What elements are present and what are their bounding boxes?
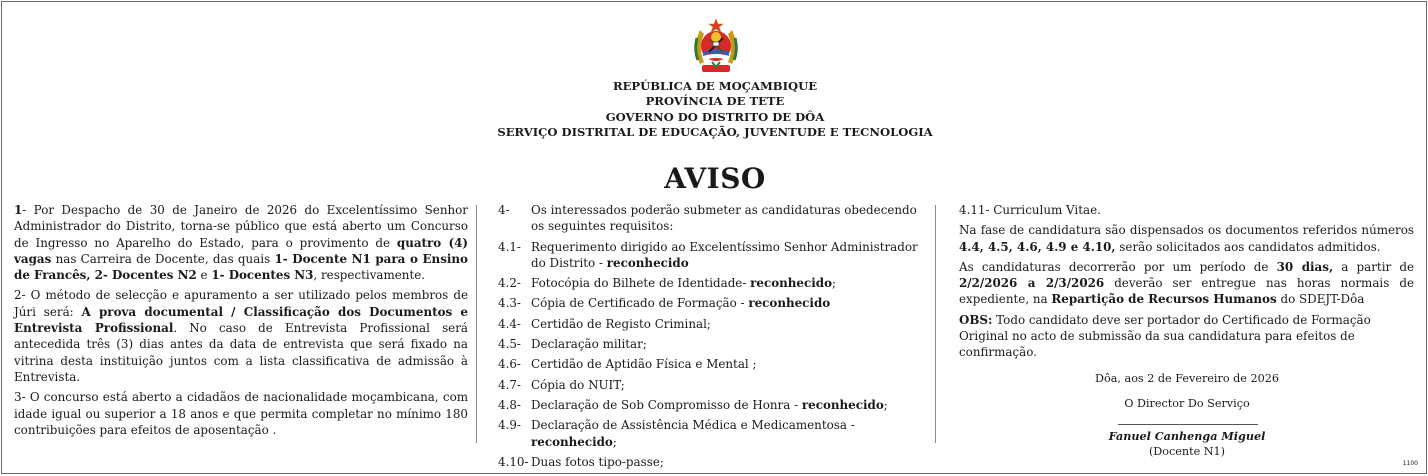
paragraph-3: 3- O concurso está aberto a cidadãos de nacionalidade moçambicana, com idade igual ou superior a 18 anos e que permita completar no mínimo 180 contribuições para efeitos de aposentação . xyxy=(14,390,468,437)
dispensed-documents-paragraph: Na fase de candidatura são dispensados os documentos referidos números 4.4, 4.5, 4.6, 4.9 e 4.10, serão solicitados aos candidatos admitidos. xyxy=(959,223,1414,254)
corner-code: 1100 xyxy=(1402,460,1418,467)
requirements-list xyxy=(498,239,918,471)
signature-line xyxy=(1118,424,1258,425)
notice-page xyxy=(1,1,1427,474)
signatory-name: Fanuel Canhenga Miguel xyxy=(1108,429,1266,443)
column-left xyxy=(14,202,468,442)
requirements-intro: 4- Os interessados poderão submeter as candidaturas obedecendo os seguintes requisitos: xyxy=(498,203,917,234)
paragraph-2: 2- O método de selecção e apuramento a ser utilizado pelos membros de Júri será: A prova documental / Classificação dos Documentos e Entrevista Profissional. No caso de Entrevista Profissional será antecedida três (3) dias antes da data de entrevista que será fixado na vitrina desta instituição juntos com a lista classificativa de admissão à Entrevista. xyxy=(14,288,468,384)
requirement-item: 4.5- Declaração militar; xyxy=(498,337,647,352)
header-republic: REPÚBLICA DE MOÇAMBIQUE xyxy=(612,79,818,93)
header-province: PROVÍNCIA DE TETE xyxy=(645,94,785,109)
place-date: Dôa, aos 2 de Fevereiro de 2026 xyxy=(1095,372,1279,385)
requirement-item: 4.2- Fotocópia do Bilhete de Identidade- reconhecido; xyxy=(498,276,837,291)
observation-paragraph: OBS: Todo candidato deve ser portador do Certificado de Formação Original no acto de submissão da sua candidatura para efeitos de confirmação. xyxy=(959,312,1371,360)
requirement-item: 4.1- Requerimento dirigido ao Excelentíssimo Senhor Administrador do Distrito - reconhecido xyxy=(498,239,918,270)
requirement-item: 4.8- Declaração de Sob Compromisso de Honra - reconhecido; xyxy=(498,397,888,412)
signatory-role: O Director Do Serviço xyxy=(1124,397,1250,410)
requirement-item: 4.6- Certidão de Aptidão Física e Mental ; xyxy=(498,357,757,372)
column-divider-2 xyxy=(935,205,936,443)
requirement-item: 4.4- Certidão de Registo Criminal; xyxy=(498,316,711,331)
column-right xyxy=(959,202,1414,365)
signatory-rank: (Docente N1) xyxy=(1148,445,1226,458)
curriculum-item: 4.11- Curriculum Vitae. xyxy=(959,203,1101,217)
header-education-service: SERVIÇO DISTRITAL DE EDUCAÇÃO, JUVENTUDE E TECNOLOGIA xyxy=(497,125,933,140)
column-middle xyxy=(498,202,918,474)
application-period-paragraph: As candidaturas decorrerão por um período de 30 dias, a partir de 2/2/2026 a 2/3/2026 deverão ser entregue nas horas normais de expediente, na Repartição de Recursos Humanos do SDEJT-Dôa xyxy=(959,259,1415,307)
requirement-item: 4.7- Cópia do NUIT; xyxy=(498,377,625,392)
requirement-item: 4.10- Duas fotos tipo-passe; xyxy=(498,454,664,469)
requirement-item: 4.3- Cópia de Certificado de Formação - reconhecido xyxy=(498,296,831,311)
notice-title: AVISO xyxy=(664,162,766,195)
column-divider-1 xyxy=(476,205,477,443)
header-district-government: GOVERNO DO DISTRITO DE DÔA xyxy=(605,109,825,124)
national-emblem xyxy=(690,16,742,78)
paragraph-1: 1- Por Despacho de 30 de Janeiro de 2026 do Excelentíssimo Senhor Administrador do Distrito, torna-se público que está aberto um Concurso de Ingresso no Aparelho do Estado, para o provimento de quatro (4) vagas nas Carreira de Docente, das quais 1- Docente N1 para o Ensino de Francês, 2- Docentes N2 e 1- Docentes N3, respectivamente. xyxy=(14,203,468,283)
institution-header xyxy=(2,79,1428,141)
requirement-item: 4.9- Declaração de Assistência Médica e Medicamentosa - reconhecido; xyxy=(498,418,855,449)
